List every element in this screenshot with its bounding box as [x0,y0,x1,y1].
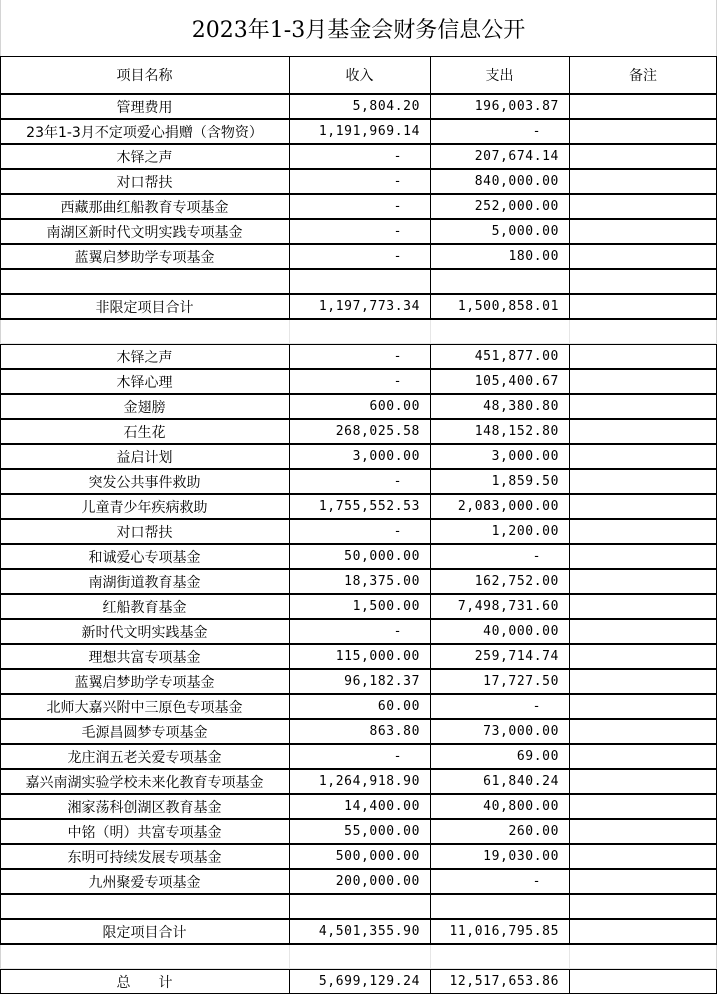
note-value [569,844,717,869]
table-row [0,794,717,819]
note-value [569,94,717,119]
income-value: - [393,174,402,189]
item-name: 红船教育基金 [102,599,187,616]
income-value: 500,000.00 [335,849,420,864]
table-row [0,94,717,119]
note-value [569,169,717,194]
income-value: 1,197,773.34 [318,299,420,314]
expense-value: - [532,699,541,714]
expense-value: 17,727.50 [483,674,559,689]
table-row [0,444,717,469]
income-value: 1,755,552.53 [318,499,420,514]
table-row [0,369,717,394]
note-value [569,819,717,844]
note-value [569,394,717,419]
note-value [569,344,717,369]
item-name: 突发公共事件救助 [88,474,201,491]
blank-row [0,269,717,294]
note-value [569,719,717,744]
income-value: 5,699,129.24 [318,974,420,989]
note-value [569,869,717,894]
expense-value: 40,800.00 [483,799,559,814]
income-value: - [393,474,402,489]
note-value [569,469,717,494]
item-name: 儿童青少年疾病救助 [81,499,208,516]
item-name: 西藏那曲红船教育专项基金 [60,199,229,216]
table-row [0,394,717,419]
income-value: 4,501,355.90 [318,924,420,939]
header-name: 项目名称 [116,68,173,84]
expense-value: 19,030.00 [483,849,559,864]
item-name: 总 计 [116,974,173,991]
item-name: 南湖区新时代文明实践专项基金 [46,224,243,241]
table-row [0,169,717,194]
table-row [0,519,717,544]
expense-value: 196,003.87 [474,99,559,114]
expense-value: - [532,124,541,139]
income-value: - [393,749,402,764]
table-row [0,619,717,644]
header-note: 备注 [629,68,657,84]
expense-value: 69.00 [516,749,559,764]
income-value: - [393,199,402,214]
expense-value: 105,400.67 [474,374,559,389]
blank-row [0,944,717,969]
table-row [0,244,717,269]
item-name: 新时代文明实践基金 [81,624,208,641]
item-name: 管理费用 [116,99,173,116]
table-row [0,119,717,144]
item-name: 东明可持续发展专项基金 [67,849,222,866]
expense-value: 252,000.00 [474,199,559,214]
income-value: - [393,524,402,539]
expense-value: - [532,874,541,889]
item-name: 石生花 [123,424,166,441]
item-name: 南湖街道教育基金 [88,574,201,591]
note-value [569,669,717,694]
note-value [569,244,717,269]
note-value [569,144,717,169]
item-name: 木铎之声 [116,349,173,366]
expense-value: 5,000.00 [491,224,559,239]
note-value [569,419,717,444]
note-value [569,219,717,244]
table-row [0,744,717,769]
expense-value: 162,752.00 [474,574,559,589]
item-name: 嘉兴南湖实验学校未来化教育专项基金 [25,774,264,791]
income-value: 18,375.00 [344,574,420,589]
item-name: 毛源昌圆梦专项基金 [81,724,208,741]
income-value: 600.00 [369,399,420,414]
income-value: 863.80 [369,724,420,739]
table-row [0,544,717,569]
expense-value: 259,714.74 [474,649,559,664]
expense-value: 3,000.00 [491,449,559,464]
note-value [569,569,717,594]
note-value [569,919,717,944]
table-row [0,219,717,244]
item-name: 蓝翼启梦助学专项基金 [74,249,215,266]
item-name: 湘家荡科创湖区教育基金 [67,799,222,816]
income-value: 1,500.00 [352,599,420,614]
note-value [569,619,717,644]
note-value [569,544,717,569]
income-value: - [393,349,402,364]
item-name: 九州聚爱专项基金 [88,874,201,891]
item-name: 中铭（明）共富专项基金 [67,824,222,841]
note-value [569,444,717,469]
income-value: 14,400.00 [344,799,420,814]
income-value: 60.00 [377,699,420,714]
note-value [569,119,717,144]
item-name: 蓝翼启梦助学专项基金 [74,674,215,691]
table-row [0,594,717,619]
table-row [0,344,717,369]
header-row [0,56,717,94]
expense-value: 40,000.00 [483,624,559,639]
expense-value: 48,380.80 [483,399,559,414]
table-row [0,694,717,719]
total-row [0,969,717,994]
note-value [569,194,717,219]
note-value [569,794,717,819]
note-value [569,744,717,769]
header-expense: 支出 [485,68,514,84]
note-value [569,519,717,544]
table-row [0,494,717,519]
expense-value: 207,674.14 [474,149,559,164]
table-row [0,569,717,594]
table-row [0,869,717,894]
subtotal-row [0,919,717,944]
expense-value: 148,152.80 [474,424,559,439]
item-name: 木铎心理 [116,374,173,391]
income-value: 115,000.00 [335,649,420,664]
expense-value: 840,000.00 [474,174,559,189]
note-value [569,494,717,519]
blank-row [0,894,717,919]
item-name: 和诚爱心专项基金 [88,549,201,566]
table-row [0,669,717,694]
expense-value: 1,859.50 [491,474,559,489]
income-value: 3,000.00 [352,449,420,464]
item-name: 对口帮扶 [116,524,173,541]
table-row [0,469,717,494]
expense-value: 451,877.00 [474,349,559,364]
expense-value: 1,200.00 [491,524,559,539]
expense-value: 1,500,858.01 [457,299,559,314]
item-name: 23年1-3月不定项爱心捐赠（含物资） [26,124,263,141]
item-name: 木铎之声 [116,149,173,166]
item-name: 金翅膀 [123,399,166,416]
page-title: 2023年1-3月基金会财务信息公开 [0,0,717,56]
expense-value: 2,083,000.00 [457,499,559,514]
item-name: 理想共富专项基金 [88,649,201,666]
item-name: 限定项目合计 [102,924,187,941]
expense-value: 11,016,795.85 [449,924,559,939]
table-row [0,844,717,869]
income-value: - [393,149,402,164]
note-value [569,369,717,394]
note-value [569,694,717,719]
expense-value: 12,517,653.86 [449,974,559,989]
income-value: 268,025.58 [335,424,420,439]
expense-value: 73,000.00 [483,724,559,739]
note-value [569,969,717,994]
income-value: 200,000.00 [335,874,420,889]
table-row [0,194,717,219]
header-income: 收入 [345,68,374,84]
expense-value: 180.00 [508,249,559,264]
table-row [0,719,717,744]
expense-value: 260.00 [508,824,559,839]
note-value [569,644,717,669]
expense-value: 61,840.24 [483,774,559,789]
income-value: 96,182.37 [344,674,420,689]
income-value: 1,191,969.14 [318,124,420,139]
income-value: - [393,624,402,639]
table-row [0,144,717,169]
table-row [0,819,717,844]
expense-value: 7,498,731.60 [457,599,559,614]
item-name: 益启计划 [116,449,173,466]
income-value: 50,000.00 [344,549,420,564]
income-value: 5,804.20 [352,99,420,114]
blank-row [0,319,717,344]
note-value [569,769,717,794]
income-value: 55,000.00 [344,824,420,839]
item-name: 北师大嘉兴附中三原色专项基金 [46,699,243,716]
subtotal-row [0,294,717,319]
income-value: 1,264,918.90 [318,774,420,789]
income-value: - [393,224,402,239]
note-value [569,294,717,319]
note-value [569,594,717,619]
income-value: - [393,249,402,264]
item-name: 对口帮扶 [116,174,173,191]
table-row [0,419,717,444]
table-row [0,769,717,794]
item-name: 龙庄润五老关爱专项基金 [67,749,222,766]
item-name: 非限定项目合计 [95,299,194,316]
table-row [0,644,717,669]
income-value: - [393,374,402,389]
expense-value: - [532,549,541,564]
